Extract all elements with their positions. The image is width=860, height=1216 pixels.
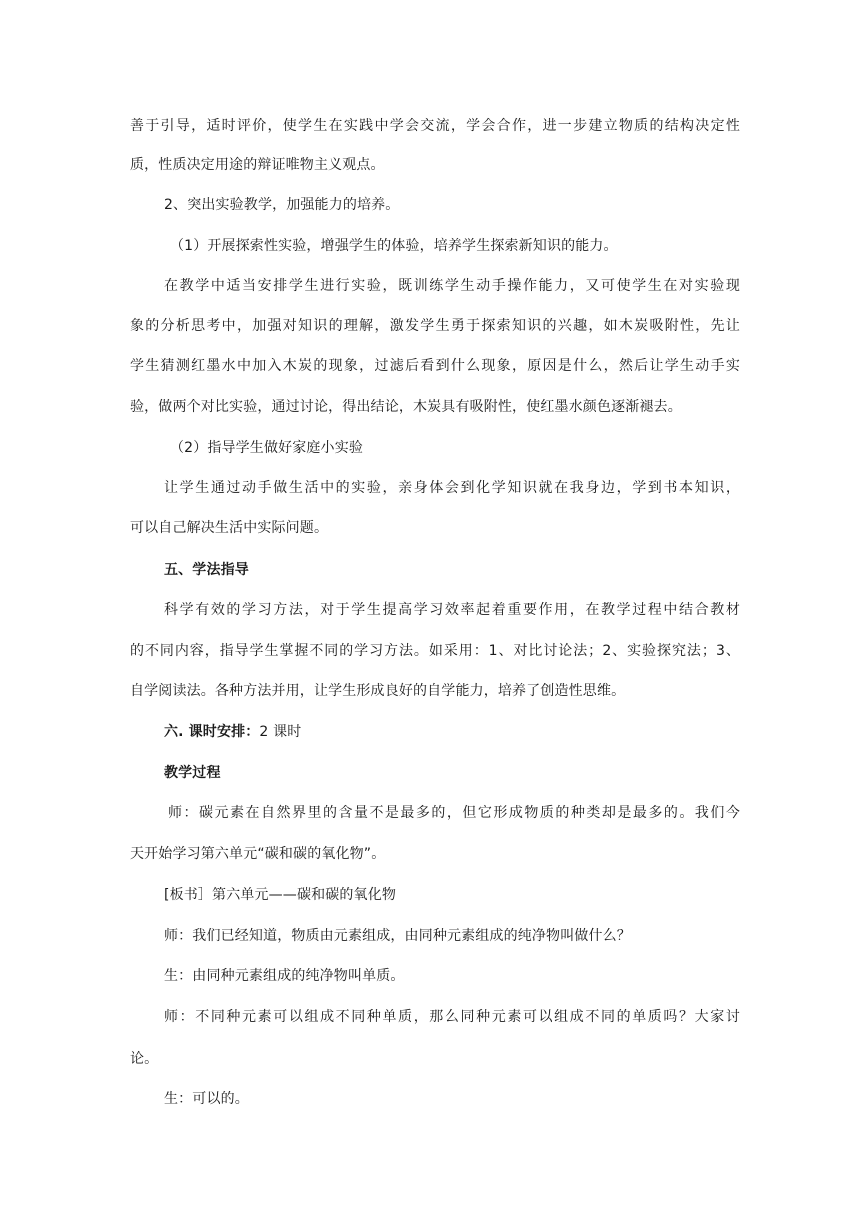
- paragraph-line: 让学生通过动手做生活中的实验，亲身体会到化学知识就在我身边，学到书本知识，: [164, 480, 740, 496]
- dialogue-line: 论。: [130, 1051, 159, 1067]
- section-heading: 教学过程: [164, 765, 221, 781]
- paragraph-line: 师：碳元素在自然界里的含量不是最多的，但它形成物质的种类却是最多的。我们今: [168, 805, 740, 821]
- schedule-line: [164, 722, 740, 742]
- paragraph-line: 在教学中适当安排学生进行实验，既训练学生动手操作能力，又可使学生在对实验现: [164, 278, 740, 294]
- paragraph-line: 天开始学习第六单元“碳和碳的氧化物”。: [130, 846, 386, 862]
- dialogue-line: 生：可以的。: [164, 1091, 249, 1107]
- dialogue-line: 师：我们已经知道，物质由元素组成，由同种元素组成的纯净物叫做什么？: [164, 928, 631, 944]
- paragraph-line: 可以自己解决生活中实际问题。: [130, 520, 329, 536]
- paragraph-line: 质，性质决定用途的辩证唯物主义观点。: [130, 157, 385, 173]
- section-heading: 五、学法指导: [164, 562, 249, 578]
- paragraph-line: 善于引导，适时评价，使学生在实践中学会交流，学会合作，进一步建立物质的结构决定性: [130, 118, 740, 134]
- schedule-value: 2 课时: [259, 724, 302, 740]
- dialogue-line: 师：不同种元素可以组成不同种单质，那么同种元素可以组成不同的单质吗？大家讨: [164, 1009, 740, 1025]
- paragraph-line: 象的分析思考中，加强对知识的理解，激发学生勇于探索知识的兴趣，如木炭吸附性，先让: [130, 318, 740, 334]
- subsection-heading: （2）指导学生做好家庭小实验: [170, 440, 364, 456]
- dialogue-line: 生：由同种元素组成的纯净物叫单质。: [164, 968, 405, 984]
- section-heading: 2、突出实验教学，加强能力的培养。: [164, 197, 400, 213]
- subsection-heading: （1）开展探索性实验，增强学生的体验，培养学生探索新知识的能力。: [170, 238, 618, 254]
- schedule-label: 六. 课时安排：: [164, 724, 260, 740]
- paragraph-line: 的不同内容，指导学生掌握不同的学习方法。如采用：1、对比讨论法；2、实验探究法；3、: [130, 643, 740, 659]
- paragraph-line: 验，做两个对比实验，通过讨论，得出结论，木炭具有吸附性，使红墨水颜色逐渐褪去。: [130, 399, 682, 415]
- board-note: [板书］第六单元——碳和碳的氧化物: [164, 887, 397, 903]
- paragraph-line: 科学有效的学习方法，对于学生提高学习效率起着重要作用，在教学过程中结合教材: [164, 602, 740, 618]
- paragraph-line: 学生猜测红墨水中加入木炭的现象，过滤后看到什么现象，原因是什么，然后让学生动手实: [130, 358, 740, 374]
- paragraph-line: 自学阅读法。各种方法并用，让学生形成良好的自学能力，培养了创造性思维。: [130, 683, 626, 699]
